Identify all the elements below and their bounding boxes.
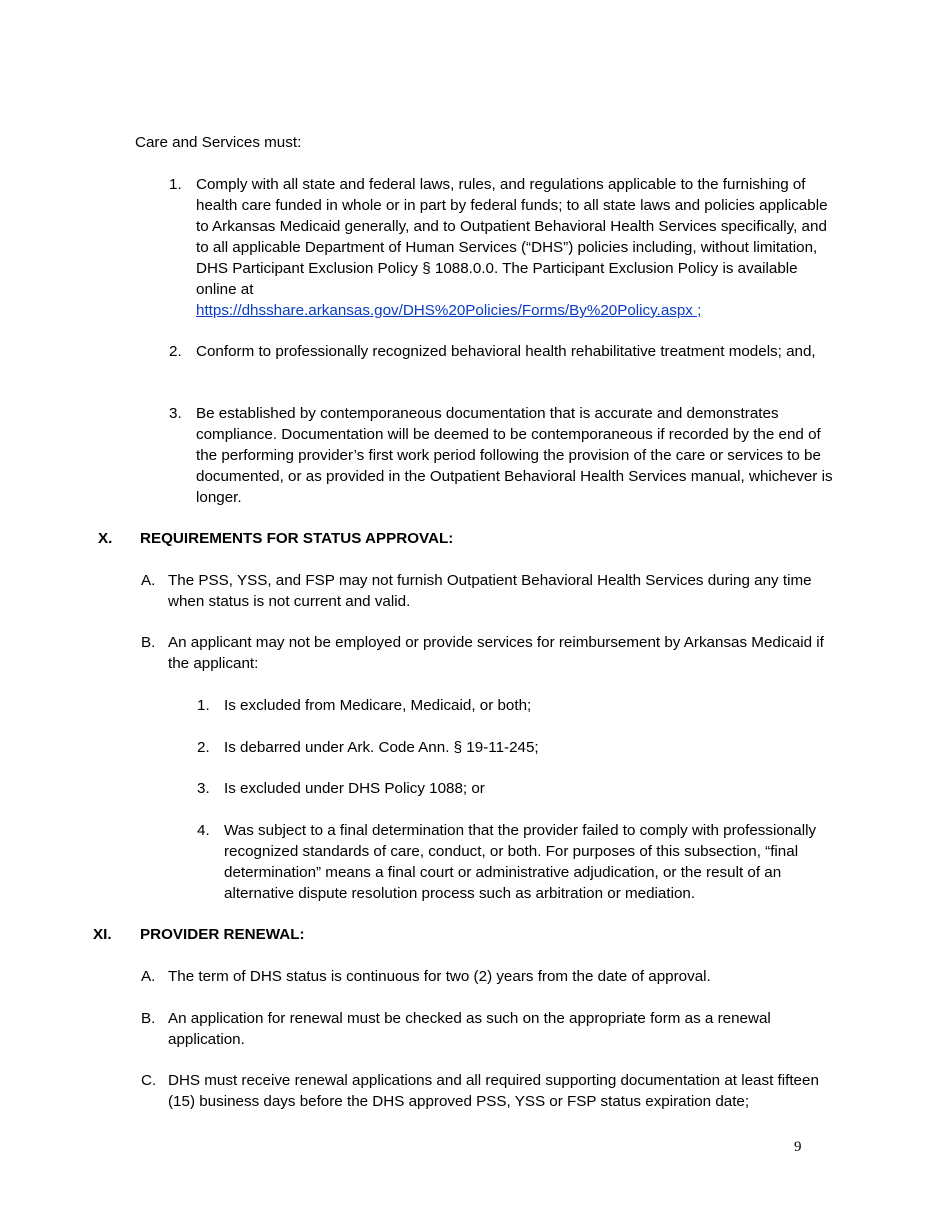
- list-letter: A.: [141, 572, 156, 589]
- section-heading-xi: [0, 924, 950, 945]
- list-item-text: The term of DHS status is continuous for two (2) years from the date of approval.: [168, 968, 711, 985]
- list-number: 3.: [197, 780, 210, 797]
- list-letter: A.: [141, 968, 156, 985]
- list-item-text: DHS must receive renewal applications and all required supporting documentation at least fifteen (15) business days before the DHS approved PSS, YSS or FSP status expiration date;: [168, 1072, 819, 1110]
- list-number: 2.: [169, 343, 182, 360]
- list-item-text: An applicant may not be employed or provide services for reimbursement by Arkansas Medicaid if the applicant:: [168, 634, 824, 672]
- list-item-text: Conform to professionally recognized behavioral health rehabilitative treatment models; and,: [196, 343, 816, 360]
- list-letter: B.: [141, 634, 156, 651]
- section-title: PROVIDER RENEWAL:: [140, 926, 305, 943]
- list-item-text: Is excluded from Medicare, Medicaid, or both;: [224, 697, 532, 714]
- list-number: 2.: [197, 739, 210, 756]
- list-letter: B.: [141, 1010, 156, 1027]
- list-number: 1.: [169, 176, 182, 193]
- list-number: 3.: [169, 405, 182, 422]
- list-number: 4.: [197, 822, 210, 839]
- section-number: XI.: [93, 926, 112, 943]
- list-item-text: Is excluded under DHS Policy 1088; or: [224, 780, 485, 797]
- list-letter: C.: [141, 1072, 157, 1089]
- section-title: REQUIREMENTS FOR STATUS APPROVAL:: [140, 530, 454, 547]
- list-item-text: Is debarred under Ark. Code Ann. § 19-11-245;: [224, 739, 539, 756]
- list-item-text: Be established by contemporaneous documentation that is accurate and demonstrates compliance. Documentation will be deemed to be contemporaneous if recorded by the end of the performing provider’s first work period following the provision of the care or services to be documented, or as provided in the Outpatient Behavioral Health Services manual, whichever is longer.: [196, 405, 833, 506]
- section-heading-x: [0, 528, 950, 549]
- intro-text: Care and Services must:: [135, 134, 302, 151]
- section-number: X.: [98, 530, 113, 547]
- list-item-text: The PSS, YSS, and FSP may not furnish Outpatient Behavioral Health Services during any time when status is not current and valid.: [168, 572, 812, 610]
- list-item-text: Was subject to a final determination that the provider failed to comply with professionally recognized standards of care, conduct, or both. For purposes of this subsection, “final determination” means a final court or administrative adjudication, or the result of an alternative dispute resolution process such as arbitration or mediation.: [224, 822, 817, 902]
- list-item-text: Comply with all state and federal laws, rules, and regulations applicable to the furnishing of health care funded in whole or in part by federal funds; to all state laws and policies applicable to Arkansas Medicaid generally, and to Outpatient Behavioral Health Services specifically, and to all applicable Department of Human Services (“DHS”) policies including, without limitation, DHS Participant Exclusion Policy § 1088.0.0. The Participant Exclusion Policy is available online at: [196, 176, 828, 298]
- list-item-text: An application for renewal must be checked as such on the appropriate form as a renewal application.: [168, 1010, 771, 1048]
- list-number: 1.: [197, 697, 210, 714]
- policy-link[interactable]: https://dhsshare.arkansas.gov/DHS%20Policies/Forms/By%20Policy.aspx ;: [196, 302, 702, 319]
- page-number: 9: [794, 1139, 802, 1155]
